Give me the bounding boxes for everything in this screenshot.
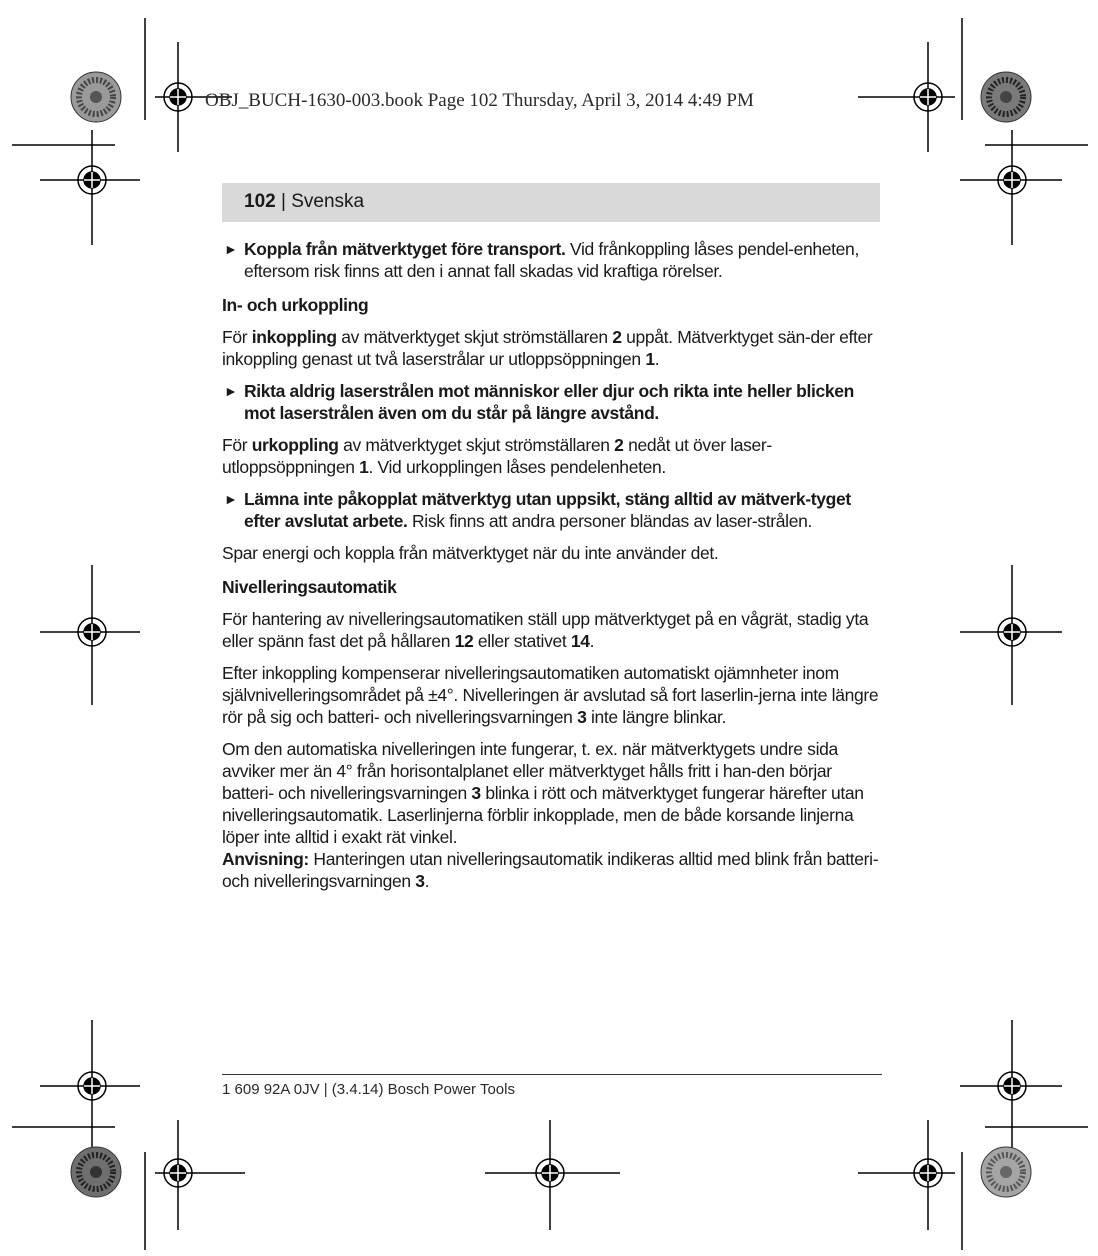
ref-number: 1 <box>359 457 369 477</box>
ref-number: 3 <box>577 707 587 727</box>
heading-levelling: Nivelleringsautomatik <box>222 577 397 597</box>
header-separator: | <box>275 191 292 212</box>
ref-number: 12 <box>454 631 474 651</box>
text-run: . Vid urkopplingen låses pendelenheten. <box>368 457 666 477</box>
ref-number: 3 <box>471 783 481 803</box>
bold-term: urkoppling <box>251 435 339 455</box>
text-run: Hanteringen utan nivelleringsautomatik indikeras alltid med blink från batteri- och nivelleringsvarningen <box>222 849 879 891</box>
text-run: För <box>222 435 252 455</box>
ref-number: 1 <box>645 349 655 369</box>
paragraph-save-energy: Spar energi och koppla från mätverktyget när du inte använder det. <box>222 543 719 563</box>
footer-rule <box>222 1074 882 1075</box>
section-language: Svenska <box>291 191 365 212</box>
warning-transport <box>222 238 884 282</box>
page-number: 102 <box>244 191 276 212</box>
page-header <box>244 191 364 213</box>
paragraph-note <box>222 848 884 892</box>
page-footer: 1 609 92A 0JV | (3.4.14) Bosch Power Tools <box>222 1081 515 1098</box>
heading-on-off: In- och urkoppling <box>222 295 369 315</box>
warning-unattended-text: Risk finns att andra personer bländas av laser-strålen. <box>407 511 812 531</box>
ref-number: 14 <box>570 631 590 651</box>
text-run: . <box>589 631 595 651</box>
paragraph-switch-on <box>222 326 884 370</box>
bold-term: inkoppling <box>251 327 337 347</box>
warning-arrow-icon: ► <box>224 491 238 507</box>
warning-laser-bold: Rikta aldrig laserstrålen mot människor eller djur och rikta inte heller blicken mot laserstrålen även om du står på längre avstånd. <box>244 381 854 423</box>
text-run: . <box>654 349 660 369</box>
text-run: Efter inkoppling kompenserar nivelleringsautomatiken automatiskt ojämnheter inom självnivelleringsområdet på ±4°. Nivelleringen är avslutad så fort laserlin-jerna inte längre rör på sig och batteri- och nivelleringsvarningen <box>222 663 879 727</box>
file-slug: OBJ_BUCH-1630-003.book Page 102 Thursday, April 3, 2014 4:49 PM <box>205 90 754 111</box>
text-run: Om den automatiska nivelleringen inte fungerar, t. ex. när mätverktygets undre sida avviker mer än 4° från horisontalplanet eller mätverktyget hålls fritt i han-den börjar batteri- och nivelleringsvarningen <box>222 739 838 803</box>
warning-laser <box>222 380 884 424</box>
text-run: . <box>424 871 430 891</box>
warning-arrow-icon: ► <box>224 383 238 399</box>
paragraph-levelling-auto <box>222 662 884 728</box>
text-run: För <box>222 327 252 347</box>
text-run: av mätverktyget skjut strömställaren <box>336 327 613 347</box>
warning-transport-text: Vid frånkoppling låses pendel-enheten, eftersom risk finns att den i annat fall skadas vid kraftiga rörelser. <box>244 239 859 281</box>
note-label: Anvisning: <box>222 849 309 869</box>
warning-unattended-bold: Lämna inte påkopplat mätverktyg utan uppsikt, stäng alltid av mätverk-tyget efter avslutat arbete. <box>244 489 851 531</box>
paragraph-levelling-fail <box>222 738 884 848</box>
text-run: av mätverktyget skjut strömställaren <box>338 435 615 455</box>
warning-transport-bold: Koppla från mätverktyget före transport. <box>244 239 566 259</box>
paragraph-levelling-setup <box>222 608 884 652</box>
ref-number: 3 <box>415 871 425 891</box>
text-run: eller stativet <box>473 631 571 651</box>
page-body <box>222 238 884 892</box>
warning-arrow-icon: ► <box>224 241 238 257</box>
text-run: nedåt ut över laser-utloppsöppningen <box>222 435 772 477</box>
ref-number: 2 <box>612 327 622 347</box>
paragraph-switch-off <box>222 434 884 478</box>
text-run: blinka i rött och mätverktyget fungerar härefter utan nivelleringsautomatik. Laserlinjerna förblir inkopplade, men de både korsande linjerna löper inte alltid i exakt rät vinkel. <box>222 783 864 847</box>
warning-unattended <box>222 488 884 532</box>
ref-number: 2 <box>614 435 624 455</box>
text-run: För hantering av nivelleringsautomatiken ställ upp mätverktyget på en vågrät, stadig yta eller spänn fast det på hållaren <box>222 609 869 651</box>
text-run: inte längre blinkar. <box>586 707 726 727</box>
text-run: uppåt. Mätverktyget sän-der efter inkoppling genast ut två laserstrålar ur utloppsöppningen <box>222 327 873 369</box>
page-header-band <box>222 183 880 222</box>
